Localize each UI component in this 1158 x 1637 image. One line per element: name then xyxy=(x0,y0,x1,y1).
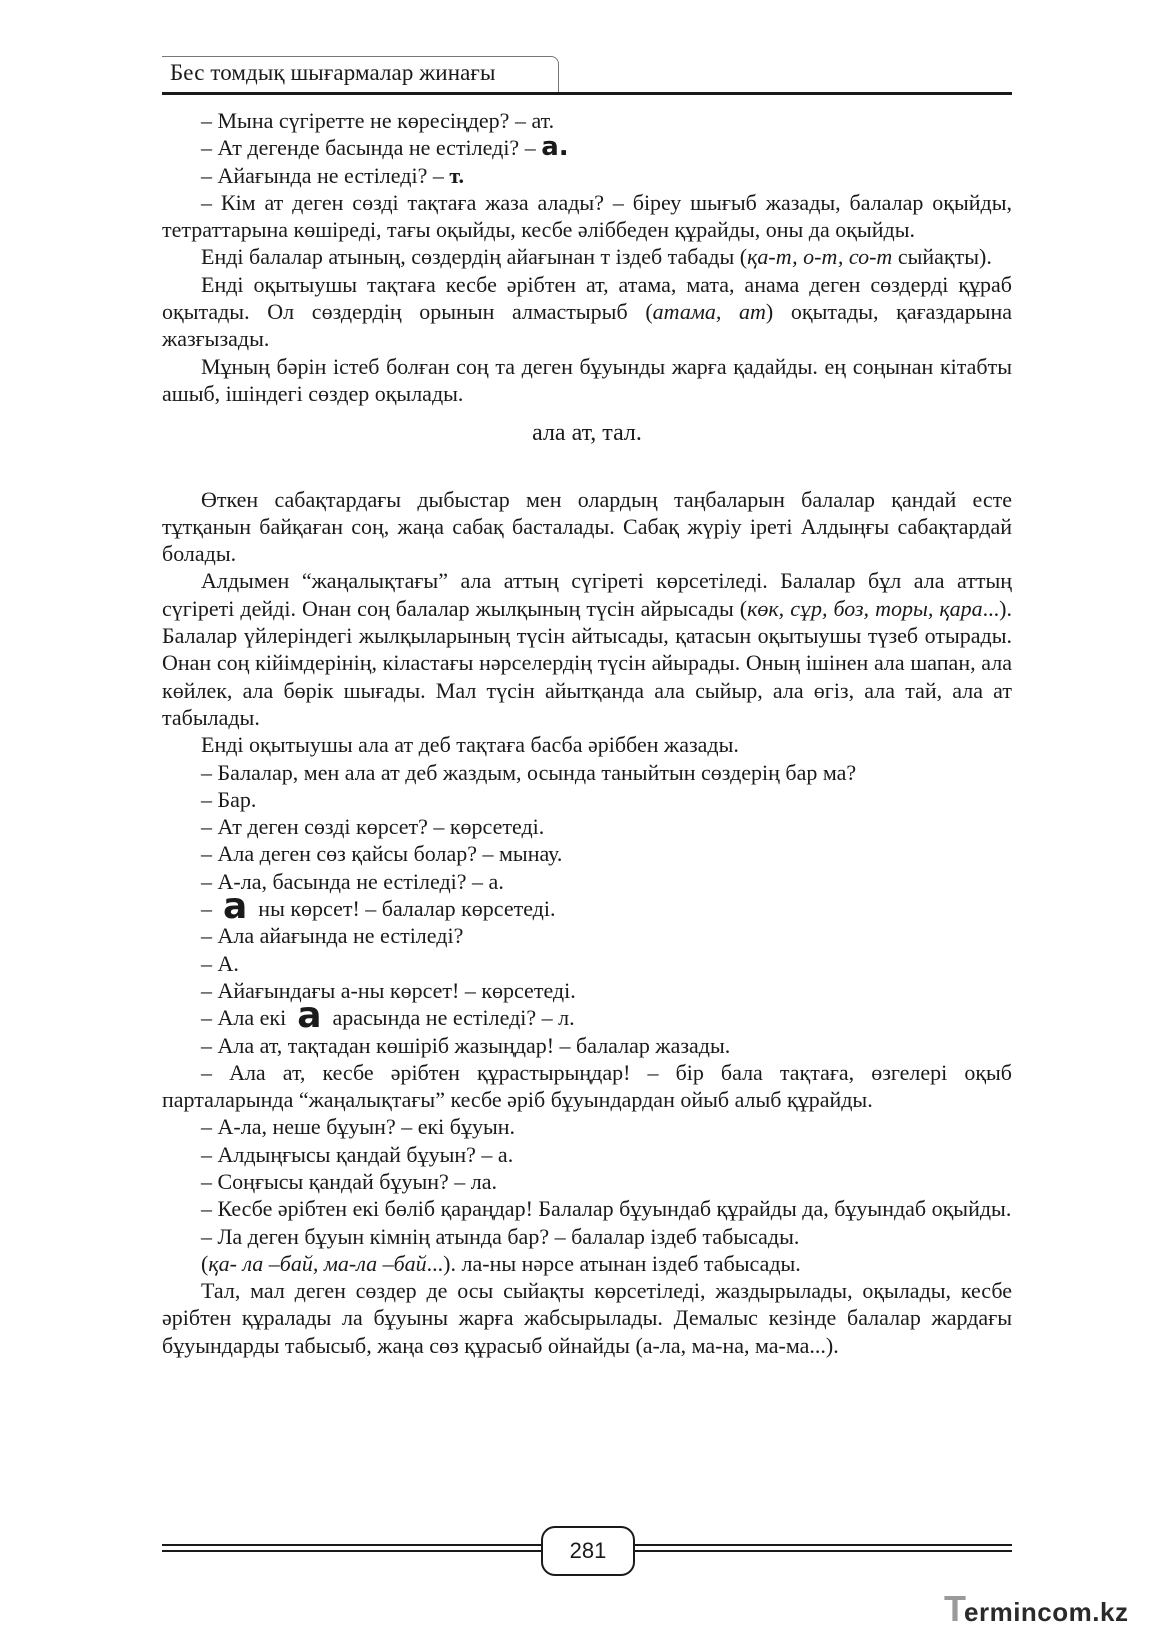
paragraph: – Кесбе әрібтен екі бөліб қараңдар! Балалар бұуындаб құрайды да, бұуындаб оқыйды. xyxy=(201,1196,1012,1222)
dialog-line: (қа- ла –бай, ма-ла –бай...). ла-ны нәрсе атынан іздеб табысады. xyxy=(201,1250,801,1276)
dialog-line: – Ала ат, тақтадан көшіріб жазыңдар! – балалар жазады. xyxy=(201,1032,731,1058)
dialog-line: – А-ла, басында не естіледі? – а. xyxy=(201,868,504,894)
running-header xyxy=(162,50,1012,94)
dialog-line: – А-ла, неше бұуын? – екі бұуын. xyxy=(201,1114,516,1140)
paragraph: Мұның бәрін істеб болған соң та деген бұуынды жарға қадайды. ең соңынан кітабты ашыб, ішіндегі сөздер оқылады. xyxy=(162,353,1012,406)
dialog-line: – Ат деген сөзді көрсет? – көрсетеді. xyxy=(201,814,545,840)
dialog-line: – Ат дегенде басында не естіледі? – а. xyxy=(201,132,569,163)
emphasized-letter: т. xyxy=(449,162,464,188)
dialog-line: – Балалар, мен ала ат деб жаздым, осында таныйтын сөздерің бар ма? xyxy=(201,759,857,785)
dialog-line: – Мына сүгіретте не көресіңдер? – ат. xyxy=(201,108,555,133)
page-footer xyxy=(162,1526,1012,1576)
watermark-initial: T xyxy=(944,1588,966,1629)
paragraph: Алдымен “жаңалықтағы” ала аттың сүгіреті көрсетіледі. Балалар бұл ала аттың сүгіреті дейді. Онан соң балалар жылқының түсін айрысады (көк, сұр, боз, торы, қара...). Балалар үйлеріндегі жылқыларының түсін айтысады, қатасын оқытыушы түзеб отырады. Онан соң кійімдерінің, кіластағы нәрселердің түсін айырады. Оның ішінен ала шапан, ала көйлек, ала бөрік шығады. Мал түсін айытқанда ала сыйыр, ала өгіз, ала тай, ала ат табылады. xyxy=(162,568,1012,730)
site-watermark xyxy=(944,1588,1144,1629)
paragraph: Өткен сабақтардағы дыбыстар мен олардың таңбаларын балалар қандай есте тұтқанын байқаған соң, жаңа сабақ басталады. Сабақ жүріу іреті Алдыңғы сабақтардай болады. xyxy=(162,486,1012,567)
paragraph: Тал, мал деген сөздер де осы сыйақты көрсетіледі, жаздырылады, оқылады, кесбе әрібтен құралады ла бұуыны жарға жабсырылады. Демалыс кезінде балалар жардағы бұуындарды табысыб, жаңа сөз құрасыб ойнайды (а-ла, ма-на, ма-ма...). xyxy=(162,1278,1012,1358)
paragraph: – Ала ат, кесбе әрібтен құрастырыңдар! – бір бала тақтаға, өзгелері оқыб парталарында “жаңалықтағы” кесбе әріб бұуындардан ойыб алыб құрайды. xyxy=(162,1059,1012,1113)
page-body xyxy=(162,107,1012,1359)
dialog-line: – Ала екі а арасында не естіледі? – л. xyxy=(201,995,575,1037)
header-rule xyxy=(162,92,1012,95)
dialog-line: – а ны көрсет! – балалар көрсетеді. xyxy=(201,886,556,928)
section-heading: ала ат, тал. xyxy=(532,420,642,447)
paragraph: – Кім ат деген сөзді тақтаға жаза алады? – біреу шығыб жазады, балалар оқыйды, тетраттарына көшіреді, тағы оқыйды, кесбе әліббеден құрайды, оны да оқыйды. xyxy=(162,189,1012,243)
dialog-line: – Бар. xyxy=(201,786,257,812)
emphasized-letter: а xyxy=(223,886,248,928)
paragraph: Енді балалар атының, сөздердің айағынан т іздеб табады (қа-т, о-т, со-т сыйақты). xyxy=(201,244,992,270)
emphasized-letter: а. xyxy=(541,132,569,163)
dialog-line: – Ала деген сөз қайсы болар? – мынау. xyxy=(201,841,563,867)
dialog-line: – Ла деген бұуын кімнің атында бар? – балалар іздеб табысады. xyxy=(201,1223,800,1249)
dialog-line: – Соңғысы қандай бұуын? – ла. xyxy=(201,1168,498,1194)
header-title: Бес томдық шығармалар жинағы xyxy=(170,60,496,85)
dialog-line: – Алдыңғысы қандай бұуын? – а. xyxy=(201,1141,514,1167)
watermark-text: ermincom.kz xyxy=(964,1597,1129,1627)
page-number: 281 xyxy=(541,1526,635,1576)
paragraph: Енді оқытыушы тақтаға кесбе әрібтен ат, атама, мата, анама деген сөздерді құраб оқытады. Ол сөздердің орынын алмастырыб (атама, ат) оқытады, қағаздарына жазғызады. xyxy=(162,271,1012,352)
dialog-line: – Айағында не естіледі? – т. xyxy=(201,162,464,188)
dialog-line: – Ала айағында не естіледі? xyxy=(201,923,464,949)
dialog-line: – А. xyxy=(201,950,239,976)
dialog-line: – Айағындағы а-ны көрсет! – көрсетеді. xyxy=(201,977,576,1003)
dialog-line: Енді оқытыушы ала ат деб тақтаға басба әріббен жазады. xyxy=(201,732,739,758)
emphasized-letter: а xyxy=(297,995,322,1037)
